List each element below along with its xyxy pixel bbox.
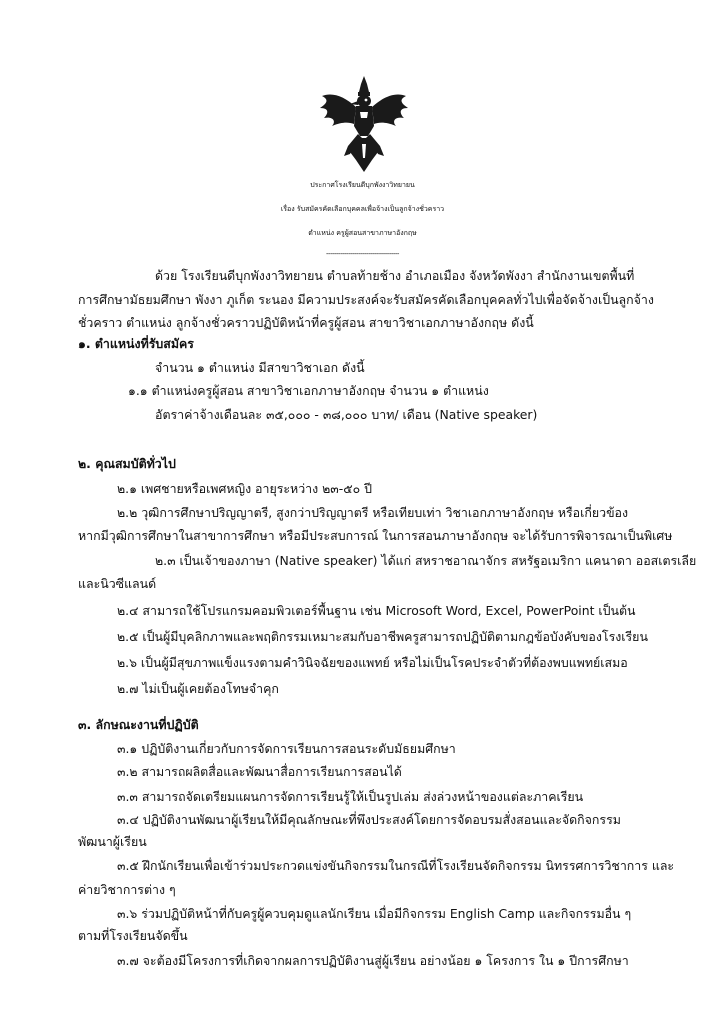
section-line: ๒.๕ เป็นผู้มีบุคลิกภาพและพฤติกรรมเหมาะสมกับอาชีพครูสามารถปฏิบัติตามกฎข้อบังคับของโรงเรียน xyxy=(117,629,648,644)
header-rule: ------------------------------------ xyxy=(326,250,399,258)
section-line: ๑.๑ ตำแหน่งครูผู้สอน สาขาวิชาเอกภาษาอังกฤษ จำนวน ๑ ตำแหน่ง xyxy=(128,383,489,398)
garuda-emblem-icon xyxy=(318,74,410,174)
section-line: ๓.๗ จะต้องมีโครงการที่เกิดจากผลการปฏิบัติงานสู่ผู้เรียน อย่างน้อย ๑ โครงการ ใน ๑ ปีการศึกษา xyxy=(117,953,629,968)
document-position: ตำแหน่ง ครูผู้สอนสาขาภาษาอังกฤษ xyxy=(308,229,417,237)
section-heading: ๑. ตำแหน่งที่รับสมัคร xyxy=(78,336,194,351)
section-line: ๓.๖ ร่วมปฏิบัติหน้าที่กับครูผู้ควบคุมดูแลนักเรียน เมื่อมีกิจกรรม English Camp และกิจกรรมอื่น ๆ xyxy=(117,906,632,921)
section-line: ๓.๕ ฝึกนักเรียนเพื่อเข้าร่วมประกวดแข่งขันกิจกรรมในกรณีที่โรงเรียนจัดกิจกรรม นิทรรศการวิชาการ และ xyxy=(117,858,675,873)
section-line: ตามที่โรงเรียนจัดขึ้น xyxy=(78,928,188,943)
section-line: ๒.๑ เพศชายหรือเพศหญิง อายุระหว่าง ๒๓-๕๐ ปี xyxy=(117,481,372,496)
section-line: พัฒนาผู้เรียน xyxy=(78,834,147,849)
section-line: ๓.๔ ปฏิบัติงานพัฒนาผู้เรียนให้มีคุณลักษณะที่พึงประสงค์โดยการจัดอบรมสั่งสอนและจัดกิจกรรม xyxy=(117,812,621,827)
section-line: ๓.๒ สามารถผลิตสื่อและพัฒนาสื่อการเรียนการสอนได้ xyxy=(117,764,402,779)
section-line: ค่ายวิชาการต่าง ๆ xyxy=(78,882,176,897)
section-line: และนิวซีแลนด์ xyxy=(78,576,157,591)
intro-line: การศึกษามัธยมศึกษา พังงา ภูเก็ต ระนอง มีความประสงค์จะรับสมัครคัดเลือกบุคคลทั่วไปเพื่อจัดจ้างเป็นลูกจ้าง xyxy=(78,292,654,307)
section-line: อัตราค่าจ้างเดือนละ ๓๕,๐๐๐ - ๓๘,๐๐๐ บาท/ เดือน (Native speaker) xyxy=(155,407,538,422)
section-line: จำนวน ๑ ตำแหน่ง มีสาขาวิชาเอก ดังนี้ xyxy=(155,360,365,375)
section-line: ๒.๗ ไม่เป็นผู้เคยต้องโทษจำคุก xyxy=(117,681,279,696)
section-line: หากมีวุฒิการศึกษาในสาขาการศึกษา หรือมีประสบการณ์ ในการสอนภาษาอังกฤษ จะได้รับการพิจารณาเป็นพิเศษ xyxy=(78,528,673,543)
section-line: ๓.๑ ปฏิบัติงานเกี่ยวกับการจัดการเรียนการสอนระดับมัธยมศึกษา xyxy=(117,741,456,756)
section-line: ๒.๒ วุฒิการศึกษาปริญญาตรี, สูงกว่าปริญญาตรี หรือเทียบเท่า วิชาเอกภาษาอังกฤษ หรือเกี่ยวข้อง xyxy=(117,505,629,520)
intro-line: ด้วย โรงเรียนดีบุกพังงาวิทยายน ตำบลท้ายช้าง อำเภอเมือง จังหวัดพังงา สำนักงานเขตพื้นที่ xyxy=(155,268,635,283)
section-line: ๓.๓ สามารถจัดเตรียมแผนการจัดการเรียนรู้ให้เป็นรูปเล่ม ส่งล่วงหน้าของแต่ละภาคเรียน xyxy=(117,789,584,804)
section-heading: ๓. ลักษณะงานที่ปฏิบัติ xyxy=(78,717,199,732)
section-line: ๒.๓ เป็นเจ้าของภาษา (Native speaker) ได้แก่ สหราชอาณาจักร สหรัฐอเมริกา แคนาดา ออสเตรเลีย xyxy=(155,553,697,568)
intro-line: ชั่วคราว ตำแหน่ง ลูกจ้างชั่วคราวปฏิบัติหน้าที่ครูผู้สอน สาขาวิชาเอกภาษาอังกฤษ ดังนี้ xyxy=(78,315,534,330)
document-subject: เรื่อง รับสมัครคัดเลือกบุคคลเพื่อจ้างเป็นลูกจ้างชั่วคราว xyxy=(280,205,445,213)
section-line: ๒.๔ สามารถใช้โปรแกรมคอมพิวเตอร์พื้นฐาน เช่น Microsoft Word, Excel, PowerPoint เป็นต้น xyxy=(117,603,636,618)
document-title: ประกาศโรงเรียนดีบุกพังงาวิทยายน xyxy=(310,181,415,189)
section-heading: ๒. คุณสมบัติทั่วไป xyxy=(78,456,176,471)
section-line: ๒.๖ เป็นผู้มีสุขภาพแข็งแรงตามคำวินิจฉัยของแพทย์ หรือไม่เป็นโรคประจำตัวที่ต้องพบแพทย์เสมอ xyxy=(117,655,628,670)
